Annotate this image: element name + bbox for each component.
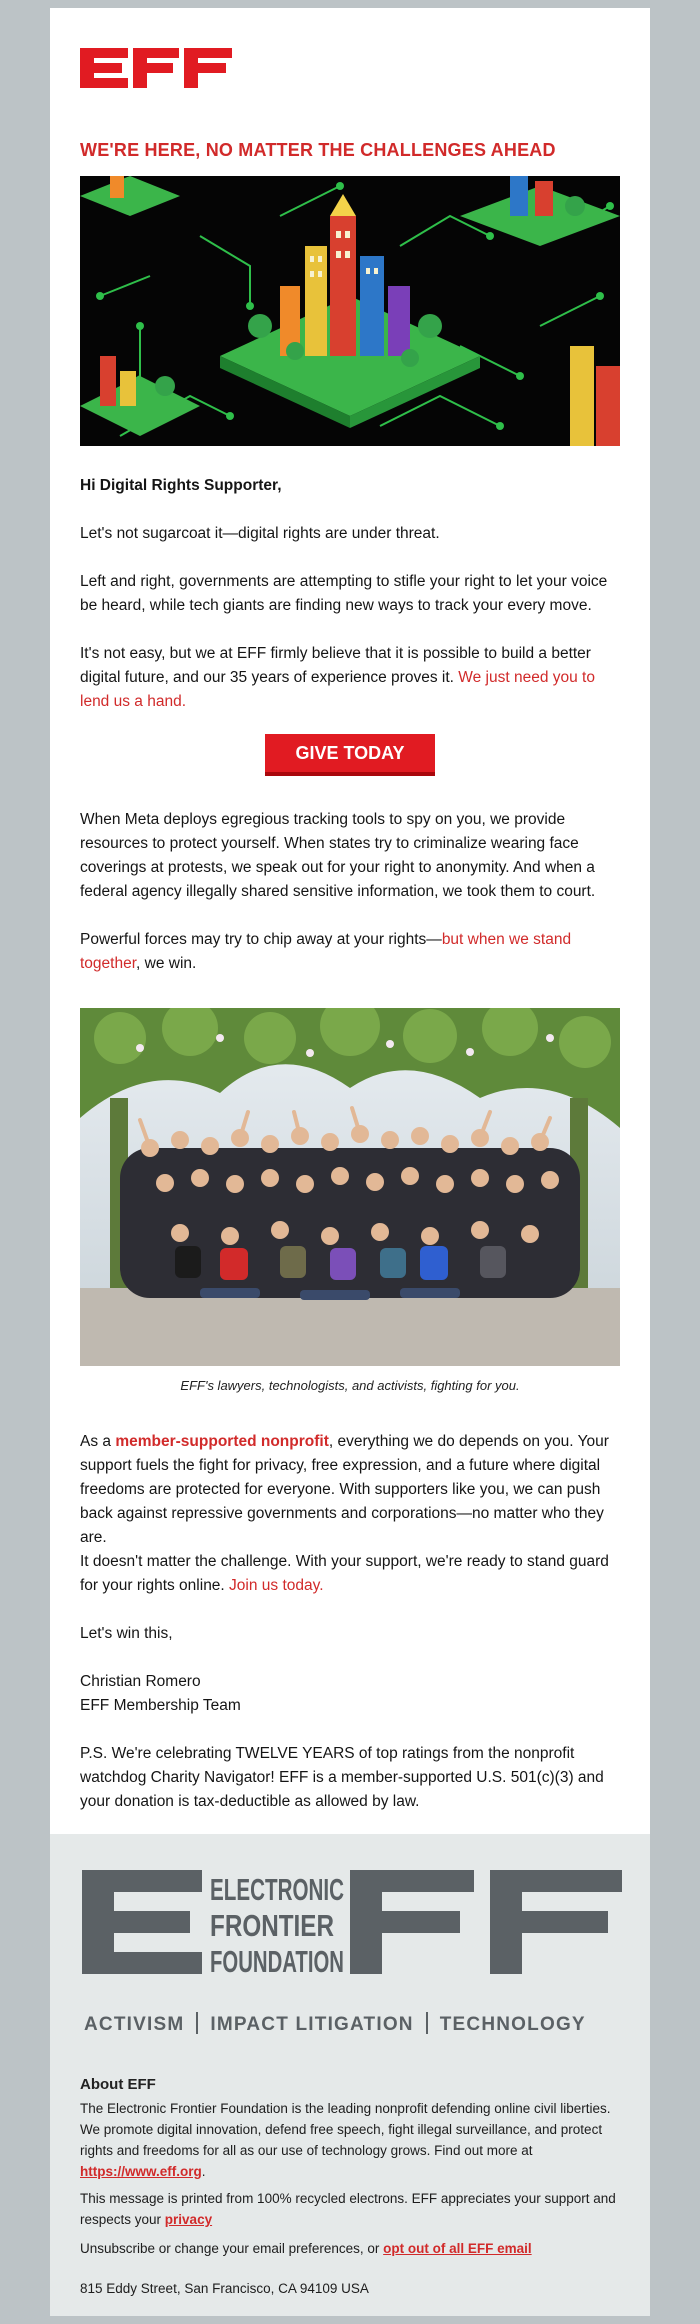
- photo-caption: EFF's lawyers, technologists, and activists, fighting for you.: [180, 1378, 520, 1393]
- paragraph-digital-future: [80, 642, 625, 714]
- nav-technology[interactable]: TECHNOLOGY: [439, 2014, 586, 2035]
- paragraph-meta: When Meta deploys egregious tracking tools to spy on you, we provide resources to protect yourself. When states try to criminalize wearing face coverings at protests, we speak out for your right to anonymity. And when a federal agency illegally shared sensitive information, we took them to court.: [80, 811, 596, 900]
- group-photo: [80, 1008, 620, 1366]
- about-end: .: [201, 2164, 206, 2179]
- privacy-link[interactable]: privacy: [164, 2212, 213, 2227]
- signer-name: Christian Romero: [80, 1673, 201, 1690]
- logo-line-foundation: FOUNDATION: [210, 1944, 344, 1974]
- footer: [50, 1834, 650, 2316]
- give-today-button[interactable]: GIVE TODAY: [265, 734, 435, 776]
- opt-out-link[interactable]: opt out of all EFF email: [383, 2241, 532, 2256]
- greeting: Hi Digital Rights Supporter,: [80, 477, 282, 494]
- join-us-link[interactable]: Join us today.: [229, 1577, 324, 1594]
- lend-hand-link[interactable]: We just need you to lend us a hand.: [80, 669, 595, 710]
- footer-nav: [84, 2012, 624, 2036]
- hero-image: [80, 176, 620, 446]
- postscript: P.S. We're celebrating TWELVE YEARS of top ratings from the nonprofit watchdog Charity Navigator! EFF is a member-supported U.S. 501(c)(3) and your donation is tax-deductible as allowed by law.: [80, 1745, 604, 1810]
- paragraph-member-after: , everything we do depends on you. Your support fuels the fight for privacy, free expression, and a future where digital freedoms are protected for everyone. With supporters like you, we can push back against repressive governments and corporations—no matter who they are.: [80, 1433, 609, 1546]
- logo-line-frontier: FRONTIER: [210, 1908, 334, 1943]
- headline: WE'RE HERE, NO MATTER THE CHALLENGES AHEAD: [80, 140, 556, 160]
- paragraph-digital-future-text: It's not easy, but we at EFF firmly believe that it is possible to build a better digital future, and our 35 years of experience proves it.: [80, 645, 591, 686]
- paragraph-challenge: [80, 1550, 625, 1598]
- about-text: [80, 2098, 625, 2182]
- circuit-city-illustration-icon: [80, 176, 620, 446]
- signer-team: EFF Membership Team: [80, 1697, 241, 1714]
- team-photo-icon: [80, 1008, 620, 1366]
- nav-separator: [426, 2012, 428, 2034]
- nav-separator: [196, 2012, 198, 2034]
- stand-together-link[interactable]: but when we stand together: [80, 931, 572, 972]
- recycled-body: This message is printed from 100% recycled electrons. EFF appreciates your support and respects your: [80, 2191, 616, 2227]
- nav-activism[interactable]: ACTIVISM: [84, 2014, 185, 2035]
- paragraph-together-before: Powerful forces may try to chip away at your rights—: [80, 931, 442, 948]
- recycled-text: [80, 2188, 625, 2230]
- eff-foundation-logo-icon: [82, 1870, 622, 1974]
- address: 815 Eddy Street, San Francisco, CA 94109 USA: [80, 2281, 369, 2296]
- eff-logo[interactable]: [80, 48, 232, 88]
- paragraph-governments: Left and right, governments are attempting to stifle your right to let your voice be heard, while tech giants are finding new ways to track your every move.: [80, 573, 608, 614]
- member-supported-link[interactable]: member-supported nonprofit: [115, 1433, 329, 1450]
- paragraph-together: [80, 928, 625, 976]
- nav-impact-litigation[interactable]: IMPACT LITIGATION: [210, 2014, 414, 2035]
- about-title: About EFF: [80, 2076, 156, 2093]
- paragraph-together-after: , we win.: [136, 955, 197, 972]
- about-body: The Electronic Frontier Foundation is the leading nonprofit defending online civil liberties. We promote digital innovation, defend free speech, fight illegal surveillance, and protect rights and freedoms for all as our use of technology grows. Find out more at: [80, 2101, 611, 2158]
- eff-website-link[interactable]: https://www.eff.org: [80, 2164, 202, 2179]
- unsubscribe-text: [80, 2238, 625, 2259]
- paragraph-member-supported: [80, 1430, 625, 1550]
- paragraph-member-before: As a: [80, 1433, 116, 1450]
- logo-line-electronic: ELECTRONIC: [210, 1872, 344, 1907]
- paragraph-challenge-text: It doesn't matter the challenge. With your support, we're ready to stand guard for your rights online.: [80, 1553, 609, 1594]
- unsubscribe-body[interactable]: Unsubscribe or change your email preferences, or: [80, 2241, 384, 2256]
- paragraph-intro: Let's not sugarcoat it—digital rights are under threat.: [80, 525, 440, 542]
- signoff: Let's win this,: [80, 1625, 173, 1642]
- email-card: [50, 8, 650, 1834]
- eff-foundation-logo[interactable]: [82, 1870, 622, 1974]
- eff-logo-icon: [80, 48, 232, 88]
